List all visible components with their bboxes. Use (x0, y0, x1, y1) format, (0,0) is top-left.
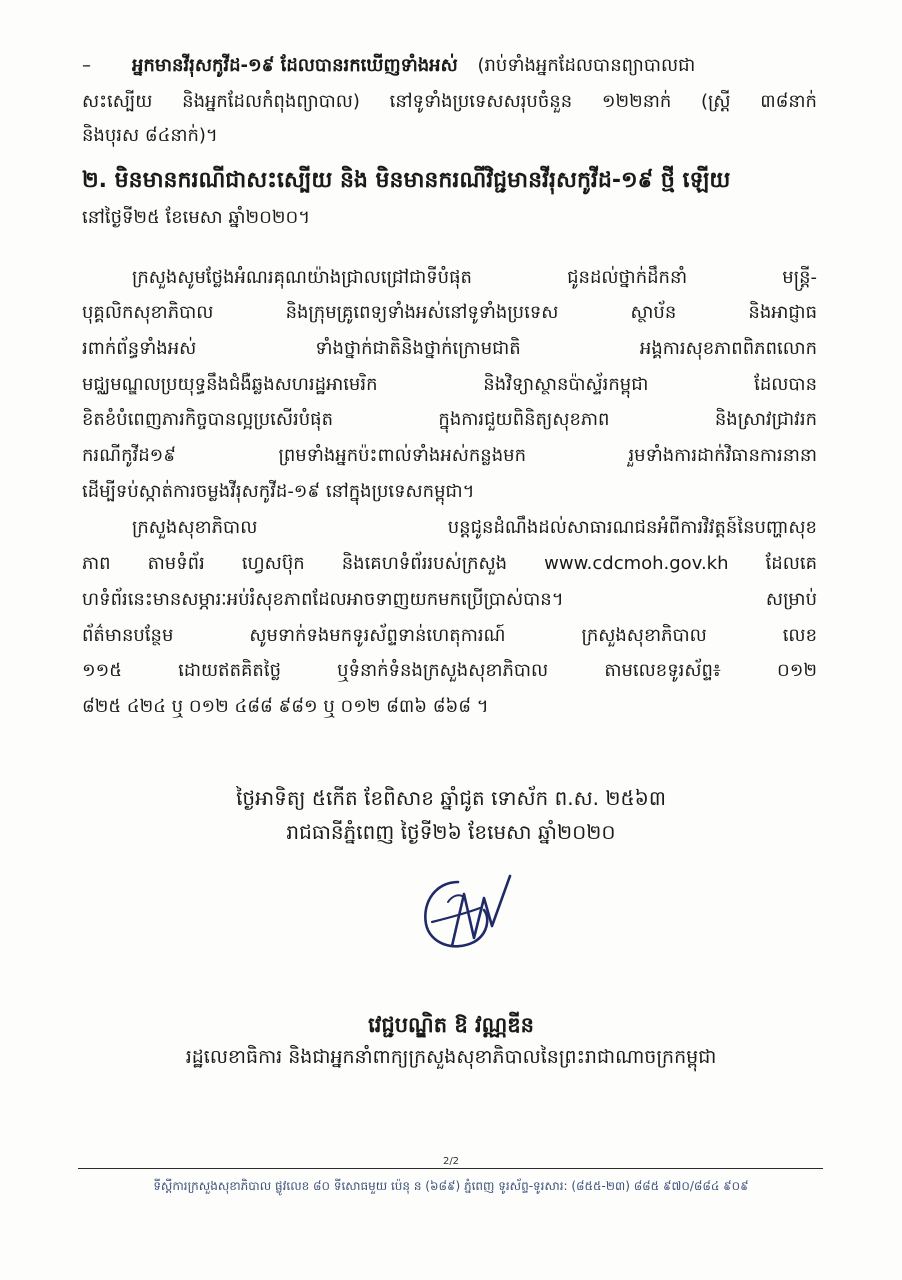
signatory-name: វេជ្ជបណ្ឌិត ឱ វណ្ណឌីន (368, 1013, 534, 1037)
paragraph-1-line: ក្រសួងសូមថ្លែងអំណរគុណយ៉ាងជ្រាលជ្រៅជាទីបំផុត ជូនដល់ថ្នាក់ដឹកនាំ មន្ត្រី- (132, 267, 817, 288)
dateline-lunar: ថ្ងៃអាទិត្យ ៥កើត ខែពិសាខ ឆ្នាំជូត ទោស័ក ព.ស. ២៥៦៣ (236, 786, 666, 810)
bullet-line-1-rest: (រាប់ទាំងអ្នកដែលបានព្យាបាលជា (477, 55, 696, 76)
bullet-dash: – (82, 55, 91, 76)
bullet-bold-lead: អ្នកមានវីរុសកូវីដ-១៩ ដែលបានរកឃើញទាំងអស់ (132, 55, 458, 76)
page-number: 2/2 (442, 1156, 460, 1167)
bullet-line-1 (132, 52, 817, 80)
handwritten-signature (418, 868, 528, 956)
section-2-heading: ២. មិនមានករណីជាសះស្បើយ និង មិនមានករណីវិជ្ជមានវីរុសកូវីដ-១៩ ថ្មី ឡើយ (82, 168, 731, 193)
paragraph-1-line: ខិតខំបំពេញភារកិច្ចបានល្អប្រសើរបំផុត ក្នុងការជួយពិនិត្យសុខភាព និងស្រាវជ្រាវរក (82, 409, 817, 430)
signatory-title: រដ្ឋលេខាធិការ និងជាអ្នកនាំពាក្យក្រសួងសុខាភិបាលនៃព្រះរាជាណាចក្រកម្ពុជា (185, 1046, 717, 1068)
paragraph-2-line: ក្រសួងសុខាភិបាល បន្តជូនដំណឹងដល់សាធារណជនអំពីការវិវត្តន៍នៃបញ្ហាសុខ (132, 517, 817, 538)
paragraph-1-line: ករណីកូវីដ១៩ ព្រមទាំងអ្នកប៉ះពាល់ទាំងអស់កន្លងមក រួមទាំងការដាក់វិធានការនានា (82, 445, 817, 466)
footer-divider (78, 1168, 823, 1169)
paragraph-1-line: មជ្ឈមណ្ឌលប្រយុទ្ធនឹងជំងឺឆ្លងសហរដ្ឋអាមេរិក និងវិទ្យាស្ថានប៉ាស្ទ័រកម្ពុជា ដែលបាន (82, 374, 817, 395)
paragraph-1-line: បុគ្គលិកសុខាភិបាល និងក្រុមគ្រូពេទ្យទាំងអស់នៅទូទាំងប្រទេស ស្ថាប័ន និងអាជ្ញាធ (82, 302, 817, 323)
paragraph-2-line: ១១៥ ដោយឥតគិតថ្លៃ ឬទំនាក់ទំនងក្រសួងសុខាភិបាល តាមលេខទូរស័ព្ទ៖ ០១២ (82, 660, 817, 681)
paragraph-1-line: ដើម្បីទប់ស្កាត់ការចម្លងវីរុសកូវីដ-១៩ នៅក្នុងប្រទេសកម្ពុជា។ (82, 481, 475, 502)
bullet-line-3: និងបុរស ៨៤នាក់)។ (82, 125, 218, 146)
paragraph-2-line: ភាព តាមទំព័រ ហ្វេសប៊ុក និងគេហទំព័ររបស់ក្រសួង www.cdcmoh.gov.kh ដែលគេ (82, 553, 817, 574)
footer-address: ទីស្តីការក្រសួងសុខាភិបាល ផ្លូវលេខ ៨០ ទីសោធមួយ ប៉េនុ ន (៦៨៩) ភ្នំពេញ ទូរស័ព្ទ-ទូរសារ: (៨៥៥-២៣) ៨៨៥ ៩៧០/៨៨៤ ៩០៩ (153, 1179, 749, 1193)
paragraph-2-line: ហទំព័រនេះមានសម្ភារៈអប់រំសុខភាពដែលអាចទាញយកមកប្រើប្រាស់បាន។ សម្រាប់ (82, 589, 817, 610)
dateline-solar: រាជធានីភ្នំពេញ ថ្ងៃទី២៦ ខែមេសា ឆ្នាំ២០២០ (286, 820, 616, 844)
section-2-subline: នៅថ្ងៃទី២៥ ខែមេសា ឆ្នាំ២០២០។ (82, 207, 311, 228)
paragraph-2-line: ៨២៥ ៤២៤ ឬ ០១២ ៤៨៨ ៩៨១ ឬ ០១២ ៨៣៦ ៨៦៨ ។ (82, 696, 489, 717)
paragraph-1-line: រពាក់ព័ន្ធទាំងអស់ ទាំងថ្នាក់ជាតិនិងថ្នាក់ក្រោមជាតិ អង្គការសុខភាពពិភពលោក (82, 338, 817, 359)
paragraph-2-line: ព័ត៌មានបន្ថែម សូមទាក់ទងមកទូរស័ព្ទទាន់ហេតុការណ៍ ក្រសួងសុខាភិបាល លេខ (82, 625, 817, 646)
bullet-line-2: សះស្បើយ និងអ្នកដែលកំពុងព្យាបាល) នៅទូទាំងប្រទេសសរុបចំនួន ១២២នាក់ (ស្ត្រី ៣៨នាក់ (82, 91, 817, 112)
